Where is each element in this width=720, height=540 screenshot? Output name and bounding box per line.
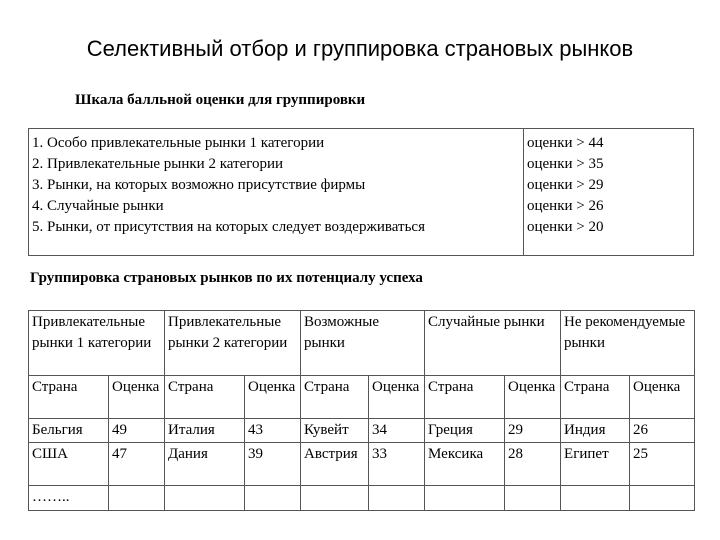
- group-header: Привлекательные рынки 2 категории: [165, 311, 301, 376]
- scale-item-label: 4. Случайные рынки: [32, 198, 164, 214]
- empty-cell: [165, 486, 245, 511]
- country-column-header: Страна: [165, 376, 245, 419]
- country-cell: США: [29, 443, 109, 486]
- grouping-heading: Группировка страновых рынков по их потенциалу успеха: [30, 270, 423, 286]
- scale-item-label: 1. Особо привлекательные рынки 1 категории: [32, 135, 325, 151]
- scale-scores-cell: [524, 129, 694, 256]
- country-column-header: Страна: [561, 376, 630, 419]
- country-column-header: Страна: [425, 376, 505, 419]
- scale-item-score: оценки > 29: [527, 177, 604, 193]
- table-row: [29, 443, 695, 486]
- country-cell: Греция: [425, 419, 505, 443]
- column-header-row: [29, 376, 695, 419]
- score-column-header: Оценка: [109, 376, 165, 419]
- score-column-header: Оценка: [505, 376, 561, 419]
- empty-cell: [630, 486, 695, 511]
- score-cell: 49: [109, 419, 165, 443]
- country-cell: Мексика: [425, 443, 505, 486]
- group-header: Привлекательные рынки 1 категории: [29, 311, 165, 376]
- score-cell: 39: [245, 443, 301, 486]
- group-header-row: [29, 311, 695, 376]
- score-cell: 47: [109, 443, 165, 486]
- country-cell: Индия: [561, 419, 630, 443]
- score-column-header: Оценка: [245, 376, 301, 419]
- country-cell: Дания: [165, 443, 245, 486]
- country-cell: Италия: [165, 419, 245, 443]
- scale-item-label: 5. Рынки, от присутствия на которых следует воздерживаться: [32, 219, 425, 235]
- country-cell: Австрия: [301, 443, 369, 486]
- empty-cell: [425, 486, 505, 511]
- group-header: Возможные рынки: [301, 311, 425, 376]
- slide-title: Селективный отбор и группировка страновых рынков: [86, 36, 634, 61]
- country-cell: Бельгия: [29, 419, 109, 443]
- grouping-table: [28, 310, 695, 511]
- scale-heading: Шкала балльной оценки для группировки: [75, 92, 366, 108]
- country-cell: Кувейт: [301, 419, 369, 443]
- scale-items-cell: [29, 129, 524, 256]
- score-cell: 43: [245, 419, 301, 443]
- score-cell: 28: [505, 443, 561, 486]
- score-cell: 34: [369, 419, 425, 443]
- scale-item-score: оценки > 44: [527, 135, 604, 151]
- scale-item-score: оценки > 35: [527, 156, 604, 172]
- scale-item-score: оценки > 20: [527, 219, 604, 235]
- scale-item-label: 3. Рынки, на которых возможно присутствие фирмы: [32, 177, 366, 193]
- empty-cell: [369, 486, 425, 511]
- empty-cell: [301, 486, 369, 511]
- country-cell: Египет: [561, 443, 630, 486]
- empty-cell: [245, 486, 301, 511]
- table-row: [29, 419, 695, 443]
- group-header: Не рекомендуемые рынки: [561, 311, 695, 376]
- empty-cell: [561, 486, 630, 511]
- scale-item-score: оценки > 26: [527, 198, 604, 214]
- country-column-header: Страна: [301, 376, 369, 419]
- country-column-header: Страна: [29, 376, 109, 419]
- score-column-header: Оценка: [369, 376, 425, 419]
- score-cell: 25: [630, 443, 695, 486]
- score-cell: 29: [505, 419, 561, 443]
- empty-cell: [109, 486, 165, 511]
- scale-table: [28, 128, 694, 256]
- empty-cell: [505, 486, 561, 511]
- scale-item-label: 2. Привлекательные рынки 2 категории: [32, 156, 284, 172]
- score-column-header: Оценка: [630, 376, 695, 419]
- table-row: [29, 486, 695, 511]
- score-cell: 26: [630, 419, 695, 443]
- score-cell: 33: [369, 443, 425, 486]
- group-header: Случайные рынки: [425, 311, 561, 376]
- ellipsis-cell: ……..: [29, 486, 109, 511]
